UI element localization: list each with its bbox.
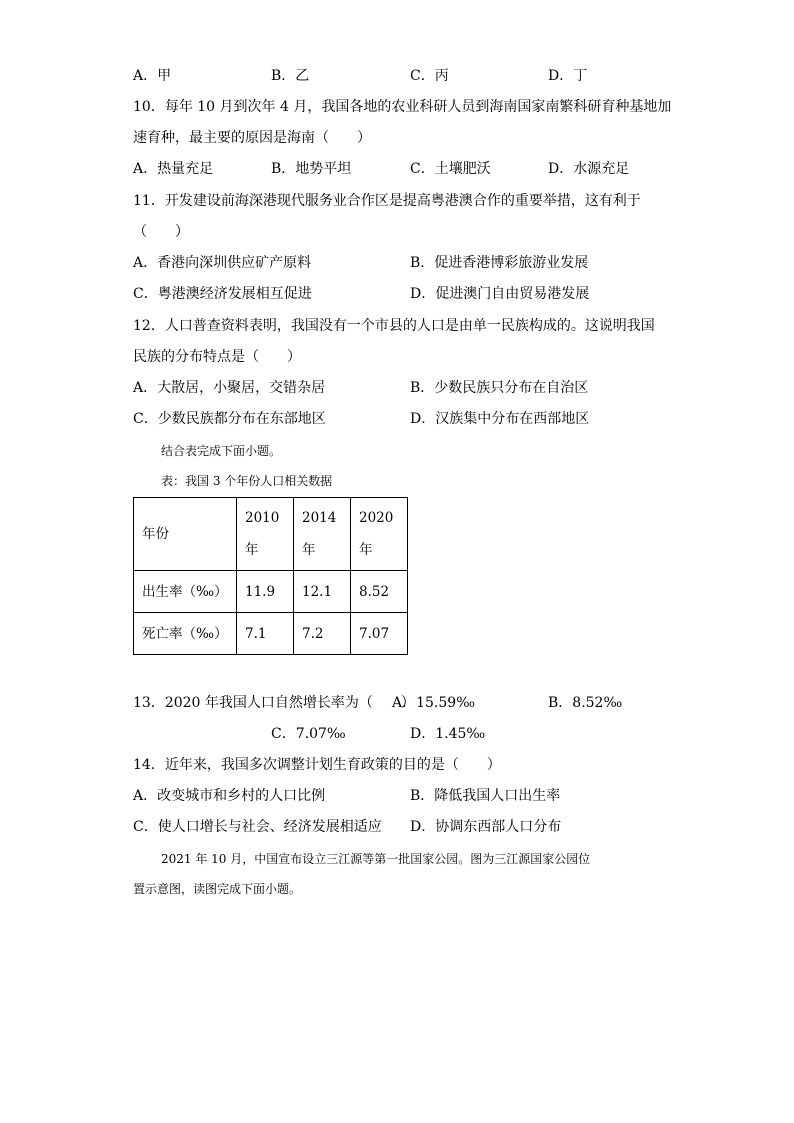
q12-option-c[interactable]: C．少数民族都分布在东部地区 [133, 411, 326, 427]
year-number: 2010 [245, 510, 280, 526]
table-cell: 12.1 [294, 571, 351, 613]
table-cell: 死亡率（‰） [134, 613, 237, 655]
table-cell: 7.2 [294, 613, 351, 655]
q9-option-b[interactable]: B．乙 [271, 68, 310, 84]
q9-option-d[interactable]: D．丁 [548, 68, 588, 84]
table-caption: 表：我国 3 个年份人口相关数据 [161, 474, 333, 488]
q11-option-d[interactable]: D．促进澳门自由贸易港发展 [410, 286, 590, 302]
q13-option-d[interactable]: D．1.45‰ [410, 726, 486, 742]
q10-option-c[interactable]: C．土壤肥沃 [410, 161, 491, 177]
table-header-cell [237, 498, 294, 571]
q10-stem-line1: 10．每年 10 月到次年 4 月，我国各地的农业科研人员到海南国家南繁科研育种基地加 [133, 99, 672, 115]
table-header-cell: 年份 [134, 498, 237, 571]
q10-option-a[interactable]: A．热量充足 [133, 161, 214, 177]
q14-option-d[interactable]: D．协调东西部人口分布 [410, 819, 562, 835]
q13-option-a[interactable]: A．15.59‰ [392, 695, 475, 711]
q10-stem-line2: 速育种，最主要的原因是海南（ ） [133, 130, 371, 146]
q11-option-a[interactable]: A．香港向深圳供应矿产原料 [133, 255, 312, 271]
year-number: 2020 [359, 510, 394, 526]
q14-stem: 14．近年来，我国多次调整计划生育政策的目的是（ ） [133, 757, 501, 773]
table-section-intro: 结合表完成下面小题。 [161, 444, 282, 458]
table-header-row [134, 498, 408, 571]
q12-stem-line1: 12．人口普查资料表明，我国没有一个市县的人口是由单一民族构成的。这说明我国 [133, 318, 655, 334]
q13-option-b[interactable]: B．8.52‰ [548, 695, 623, 711]
q14-option-c[interactable]: C．使人口增长与社会、经济发展相适应 [133, 819, 382, 835]
q10-option-b[interactable]: B．地势平坦 [271, 161, 352, 177]
table-header-cell [294, 498, 351, 571]
q14-option-b[interactable]: B．降低我国人口出生率 [410, 788, 561, 804]
population-table [133, 497, 408, 655]
q10-option-d[interactable]: D．水源充足 [548, 161, 630, 177]
q13-stem: 13．2020 年我国人口自然增长率为（ ） [133, 695, 415, 711]
table-cell: 7.1 [237, 613, 294, 655]
q12-option-a[interactable]: A．大散居，小聚居，交错杂居 [133, 380, 326, 396]
q12-stem-line2: 民族的分布特点是（ ） [133, 349, 301, 365]
table-header-cell [351, 498, 408, 571]
table-cell: 8.52 [351, 571, 408, 613]
table-row [134, 613, 408, 655]
q11-option-c[interactable]: C．粤港澳经济发展相互促进 [133, 286, 312, 302]
q11-stem-line2: （ ） [133, 224, 189, 240]
q11-stem-line1: 11．开发建设前海深港现代服务业合作区是提高粤港澳合作的重要举措，这有利于 [133, 193, 641, 209]
map-section-intro-line2: 置示意图，读图完成下面小题。 [133, 882, 302, 896]
table-cell: 出生率（‰） [134, 571, 237, 613]
q9-option-a[interactable]: A．甲 [133, 68, 172, 84]
q9-option-c[interactable]: C．丙 [410, 68, 449, 84]
year-suffix: 年 [302, 542, 316, 558]
year-number: 2014 [302, 510, 337, 526]
year-suffix: 年 [245, 542, 259, 558]
q14-option-a[interactable]: A．改变城市和乡村的人口比例 [133, 788, 326, 804]
q13-option-c[interactable]: C．7.07‰ [271, 726, 346, 742]
q12-option-b[interactable]: B．少数民族只分布在自治区 [410, 380, 589, 396]
q11-option-b[interactable]: B．促进香港博彩旅游业发展 [410, 255, 589, 271]
table-cell: 11.9 [237, 571, 294, 613]
map-section-intro-line1: 2021 年 10 月，中国宣布设立三江源等第一批国家公园。图为三江源国家公园位 [161, 852, 591, 866]
year-suffix: 年 [359, 542, 373, 558]
q12-option-d[interactable]: D．汉族集中分布在西部地区 [410, 411, 590, 427]
table-cell: 7.07 [351, 613, 408, 655]
table-row [134, 571, 408, 613]
